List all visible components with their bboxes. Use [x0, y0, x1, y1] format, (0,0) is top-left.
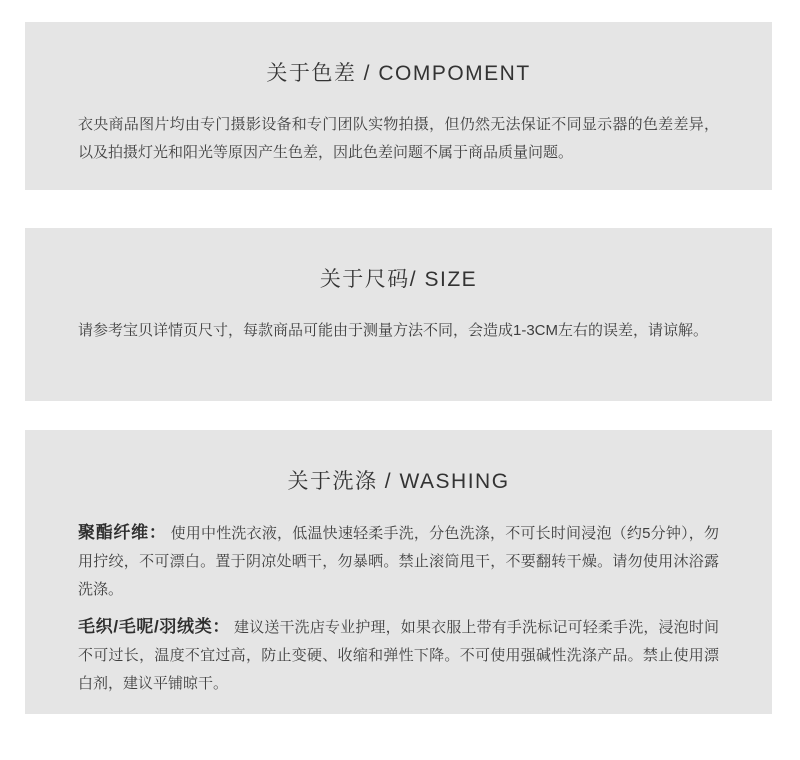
washing-paragraph-polyester: [78, 519, 719, 604]
size-title: 关于尺码/ SIZE: [319, 268, 478, 291]
color-difference-card: [25, 22, 772, 190]
color-difference-title: 关于色差 / COMPOMENT: [266, 62, 531, 85]
washing-card: [25, 430, 772, 714]
size-text: 请参考宝贝详情页尺寸，每款商品可能由于测量方法不同，会造成1-3CM左右的误差，请谅解。: [78, 322, 709, 339]
washing-paragraph-wool-text: 建议送干洗店专业护理，如果衣服上带有手洗标记可轻柔手洗，浸泡时间不可过长，温度不宜过高，防止变硬、收缩和弹性下降。不可使用强碱性洗涤产品。禁止使用漂白剂，建议平铺晾干。: [78, 619, 719, 692]
washing-paragraph-polyester-lead: 聚酯纤维：: [78, 523, 167, 542]
washing-paragraph-wool: [78, 613, 719, 698]
size-card: [25, 228, 772, 401]
color-difference-text: 衣央商品图片均由专门摄影设备和专门团队实物拍摄，但仍然无法保证不同显示器的色差差异，以及拍摄灯光和阳光等原因产生色差，因此色差问题不属于商品质量问题。: [78, 116, 719, 161]
washing-paragraph-polyester-text: 使用中性洗衣液，低温快速轻柔手洗，分色洗涤，不可长时间浸泡（约5分钟），勿用拧绞，不可漂白。置于阴凉处晒干，勿暴晒。禁止滚筒甩干，不要翻转干燥。请勿使用沐浴露洗涤。: [78, 525, 719, 598]
washing-paragraph-wool-lead: 毛织/毛呢/羽绒类：: [78, 617, 231, 636]
washing-title: 关于洗涤 / WASHING: [287, 470, 510, 493]
product-notice-page: [0, 22, 800, 760]
